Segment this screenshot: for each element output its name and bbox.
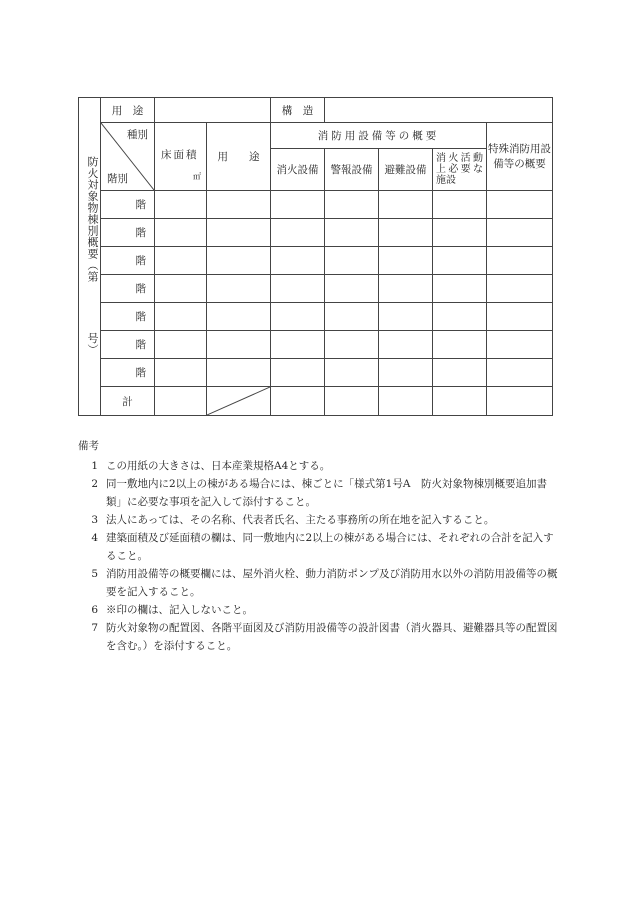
total-usage-crossed-cell <box>207 387 271 416</box>
structure-label: 構 造 <box>271 98 325 123</box>
list-item <box>78 511 558 529</box>
list-item <box>78 475 558 511</box>
note-number: 4 <box>91 532 98 544</box>
table-row <box>79 331 553 359</box>
floor-area-header <box>155 123 207 191</box>
table-cell[interactable] <box>207 331 271 359</box>
total-area-cell[interactable] <box>155 387 207 416</box>
table-cell[interactable] <box>325 247 379 275</box>
table-row <box>79 275 553 303</box>
table-cell[interactable] <box>271 331 325 359</box>
table-cell[interactable] <box>155 303 207 331</box>
floor-area-unit: ㎡ <box>193 172 201 181</box>
table-cell[interactable] <box>487 219 553 247</box>
side-label-end: 号） <box>86 332 99 356</box>
equipment-col-3: 避難設備 <box>379 149 433 191</box>
table-cell[interactable] <box>379 359 433 387</box>
table-cell[interactable] <box>207 359 271 387</box>
table-cell[interactable] <box>155 359 207 387</box>
table-row <box>79 247 553 275</box>
note-text: 消防用設備等の概要欄には、屋外消火栓、動力消防ポンプ及び消防用水以外の消防用設備等の概要を記入すること。 <box>106 568 558 598</box>
table-cell[interactable] <box>433 359 487 387</box>
table-cell[interactable] <box>207 191 271 219</box>
floor-label: 階 <box>101 191 155 219</box>
table-cell[interactable] <box>433 219 487 247</box>
equipment-col-1: 消火設備 <box>271 149 325 191</box>
side-label <box>79 98 101 416</box>
table-cell[interactable] <box>379 387 433 416</box>
table-cell[interactable] <box>487 275 553 303</box>
table-cell[interactable] <box>325 191 379 219</box>
structure-value-cell[interactable] <box>325 98 553 123</box>
note-number: 3 <box>91 514 98 526</box>
table-cell[interactable] <box>155 331 207 359</box>
floor-label: 階 <box>101 331 155 359</box>
table-cell[interactable] <box>433 303 487 331</box>
usage-col-header: 用 途 <box>207 123 271 191</box>
table-cell[interactable] <box>207 219 271 247</box>
table-cell[interactable] <box>433 387 487 416</box>
list-item <box>78 529 558 565</box>
table-cell[interactable] <box>207 303 271 331</box>
table-cell[interactable] <box>155 247 207 275</box>
special-equipment-header: 特殊消防用設備等の概要 <box>487 123 553 191</box>
table-cell[interactable] <box>271 247 325 275</box>
table-row <box>79 191 553 219</box>
note-number: 5 <box>91 568 98 580</box>
usage-value-cell[interactable] <box>155 98 271 123</box>
table-cell[interactable] <box>379 247 433 275</box>
note-number: 2 <box>91 478 98 490</box>
note-text: 法人にあっては、その名称、代表者氏名、主たる事務所の所在地を記入すること。 <box>106 514 495 526</box>
side-label-main: 防火対象物棟別概要（第 <box>86 156 99 283</box>
floor-area-label: 床面積 <box>161 149 199 161</box>
floor-label: 階 <box>101 247 155 275</box>
note-number: 7 <box>91 622 98 634</box>
table-cell[interactable] <box>433 191 487 219</box>
notes-section <box>78 437 558 655</box>
table-cell[interactable] <box>487 247 553 275</box>
table-cell[interactable] <box>325 331 379 359</box>
floor-label: 階 <box>101 359 155 387</box>
table-cell[interactable] <box>155 275 207 303</box>
floor-label: 階 <box>101 303 155 331</box>
table-row <box>79 359 553 387</box>
total-row <box>79 387 553 416</box>
notes-heading: 備考 <box>78 440 99 452</box>
table-cell[interactable] <box>325 359 379 387</box>
table-cell[interactable] <box>487 303 553 331</box>
table-cell[interactable] <box>325 275 379 303</box>
diagonal-line <box>207 387 270 415</box>
total-label: 計 <box>101 387 155 416</box>
note-number: 6 <box>91 604 98 616</box>
list-item <box>78 457 558 475</box>
table-cell[interactable] <box>379 331 433 359</box>
table-cell[interactable] <box>271 275 325 303</box>
table-cell[interactable] <box>487 191 553 219</box>
table-cell[interactable] <box>271 303 325 331</box>
table-cell[interactable] <box>271 359 325 387</box>
table-row <box>79 219 553 247</box>
table-cell[interactable] <box>487 331 553 359</box>
table-cell[interactable] <box>207 247 271 275</box>
type-label: 種別 <box>127 129 148 141</box>
table-cell[interactable] <box>487 359 553 387</box>
table-row <box>79 303 553 331</box>
note-text: 同一敷地内に2以上の棟がある場合には、棟ごとに「様式第1号A 防火対象物棟別概要追加書類」に必要な事項を記入して添付すること。 <box>106 478 547 508</box>
table-cell[interactable] <box>433 275 487 303</box>
note-text: この用紙の大きさは、日本産業規格A4とする。 <box>106 460 331 472</box>
note-text: 建築面積及び延面積の欄は、同一敷地内に2以上の棟がある場合には、それぞれの合計を記入すること。 <box>106 532 554 562</box>
list-item <box>78 565 558 601</box>
table-cell[interactable] <box>379 275 433 303</box>
equipment-summary-header: 消防用設備等の概要 <box>271 123 487 149</box>
equipment-col-4: 消火活動上必要な施設 <box>433 149 487 191</box>
list-item <box>78 601 558 619</box>
note-text: ※印の欄は、記入しないこと。 <box>106 604 253 616</box>
equipment-col-2: 警報設備 <box>325 149 379 191</box>
note-text: 防火対象物の配置図、各階平面図及び消防用設備等の設計図書（消火器具、避難器具等の配置図を含む。）を添付すること。 <box>106 622 558 652</box>
table-cell[interactable] <box>155 219 207 247</box>
table-cell[interactable] <box>379 303 433 331</box>
table-cell[interactable] <box>487 387 553 416</box>
table-cell[interactable] <box>433 331 487 359</box>
table-cell[interactable] <box>271 387 325 416</box>
table-cell[interactable] <box>433 247 487 275</box>
table-cell[interactable] <box>325 303 379 331</box>
floor-type-label: 階別 <box>107 173 128 185</box>
floor-label: 階 <box>101 275 155 303</box>
usage-label: 用 途 <box>101 98 155 123</box>
table-cell[interactable] <box>379 219 433 247</box>
list-item <box>78 619 558 655</box>
building-summary-table <box>78 97 553 416</box>
table-cell[interactable] <box>207 275 271 303</box>
floor-label: 階 <box>101 219 155 247</box>
table-cell[interactable] <box>325 219 379 247</box>
table-cell[interactable] <box>325 387 379 416</box>
note-number: 1 <box>91 460 98 472</box>
type-floor-header <box>101 123 155 191</box>
table-cell[interactable] <box>379 191 433 219</box>
table-cell[interactable] <box>271 219 325 247</box>
notes-list <box>78 457 558 655</box>
table-cell[interactable] <box>155 191 207 219</box>
table-cell[interactable] <box>271 191 325 219</box>
